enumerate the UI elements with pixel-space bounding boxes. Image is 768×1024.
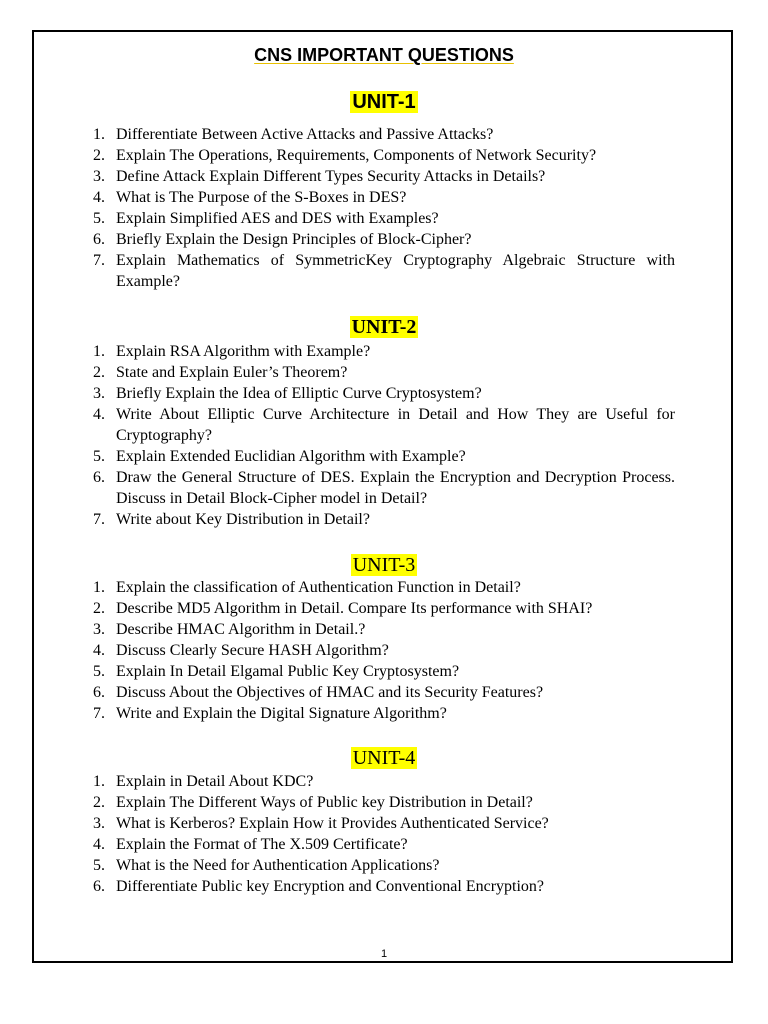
unit-4-heading-text: UNIT-4 — [352, 747, 416, 769]
list-item: 7. Write about Key Distribution in Detail? — [93, 511, 370, 528]
unit-1-heading — [0, 89, 768, 115]
list-item: 5. Explain Extended Euclidian Algorithm with Example? — [93, 448, 466, 465]
unit-3-heading — [0, 552, 768, 578]
unit-4-question-list — [0, 771, 675, 897]
unit-1-heading-text: UNIT-1 — [352, 91, 416, 113]
page-number: 1 — [380, 948, 388, 960]
list-item: 3. Briefly Explain the Idea of Elliptic Curve Cryptosystem? — [93, 385, 482, 402]
list-item: 6. Differentiate Public key Encryption and Conventional Encryption? — [93, 878, 545, 895]
list-item: 5. Explain In Detail Elgamal Public Key Cryptosystem? — [93, 663, 460, 680]
list-item: 7. Write and Explain the Digital Signature Algorithm? — [93, 705, 447, 722]
unit-4-heading — [0, 745, 768, 771]
list-item: 1. Explain the classification of Authentication Function in Detail? — [93, 579, 521, 596]
list-item: 2. Describe MD5 Algorithm in Detail. Compare Its performance with SHAI? — [93, 600, 593, 617]
list-item: 5. What is the Need for Authentication Applications? — [93, 857, 440, 874]
list-item: 1. Explain RSA Algorithm with Example? — [93, 343, 371, 360]
list-item: 5. Explain Simplified AES and DES with Examples? — [93, 210, 439, 227]
list-item: 4. What is The Purpose of the S-Boxes in DES? — [93, 189, 407, 206]
unit-3-heading-text: UNIT-3 — [352, 554, 416, 576]
list-item: 2. State and Explain Euler’s Theorem? — [93, 364, 348, 381]
unit-2-question-list — [0, 341, 675, 530]
list-item: 1. Explain in Detail About KDC? — [93, 773, 314, 790]
list-item: 4. Explain the Format of The X.509 Certificate? — [93, 836, 408, 853]
document-title-text: CNS IMPORTANT QUESTIONS — [254, 45, 514, 65]
document-title — [0, 44, 768, 66]
unit-2-heading — [0, 314, 768, 340]
list-item: 2. Explain The Operations, Requirements, Components of Network Security? — [93, 147, 597, 164]
list-item: 6. Discuss About the Objectives of HMAC and its Security Features? — [93, 684, 544, 701]
unit-1-question-list — [0, 124, 675, 292]
unit-2-heading-text: UNIT-2 — [351, 316, 417, 338]
list-item: 6. Briefly Explain the Design Principles of Block-Cipher? — [93, 231, 472, 248]
list-item: 4. Discuss Clearly Secure HASH Algorithm? — [93, 642, 389, 659]
list-item: 1. Differentiate Between Active Attacks and Passive Attacks? — [93, 126, 494, 143]
list-item: 3. Describe HMAC Algorithm in Detail.? — [93, 621, 366, 638]
list-item: 3. What is Kerberos? Explain How it Provides Authenticated Service? — [93, 815, 549, 832]
list-item: 3. Define Attack Explain Different Types Security Attacks in Details? — [93, 168, 546, 185]
unit-3-question-list — [0, 577, 675, 724]
list-item: 4. Write About Elliptic Curve Architecture in Detail and How They are Useful for Cryptography? — [93, 406, 675, 444]
list-item: 2. Explain The Different Ways of Public key Distribution in Detail? — [93, 794, 533, 811]
list-item: 7. Explain Mathematics of SymmetricKey Cryptography Algebraic Structure with Example? — [93, 252, 675, 290]
list-item: 6. Draw the General Structure of DES. Explain the Encryption and Decryption Process. Discuss in Detail Block-Cipher model in Detail? — [93, 469, 675, 507]
